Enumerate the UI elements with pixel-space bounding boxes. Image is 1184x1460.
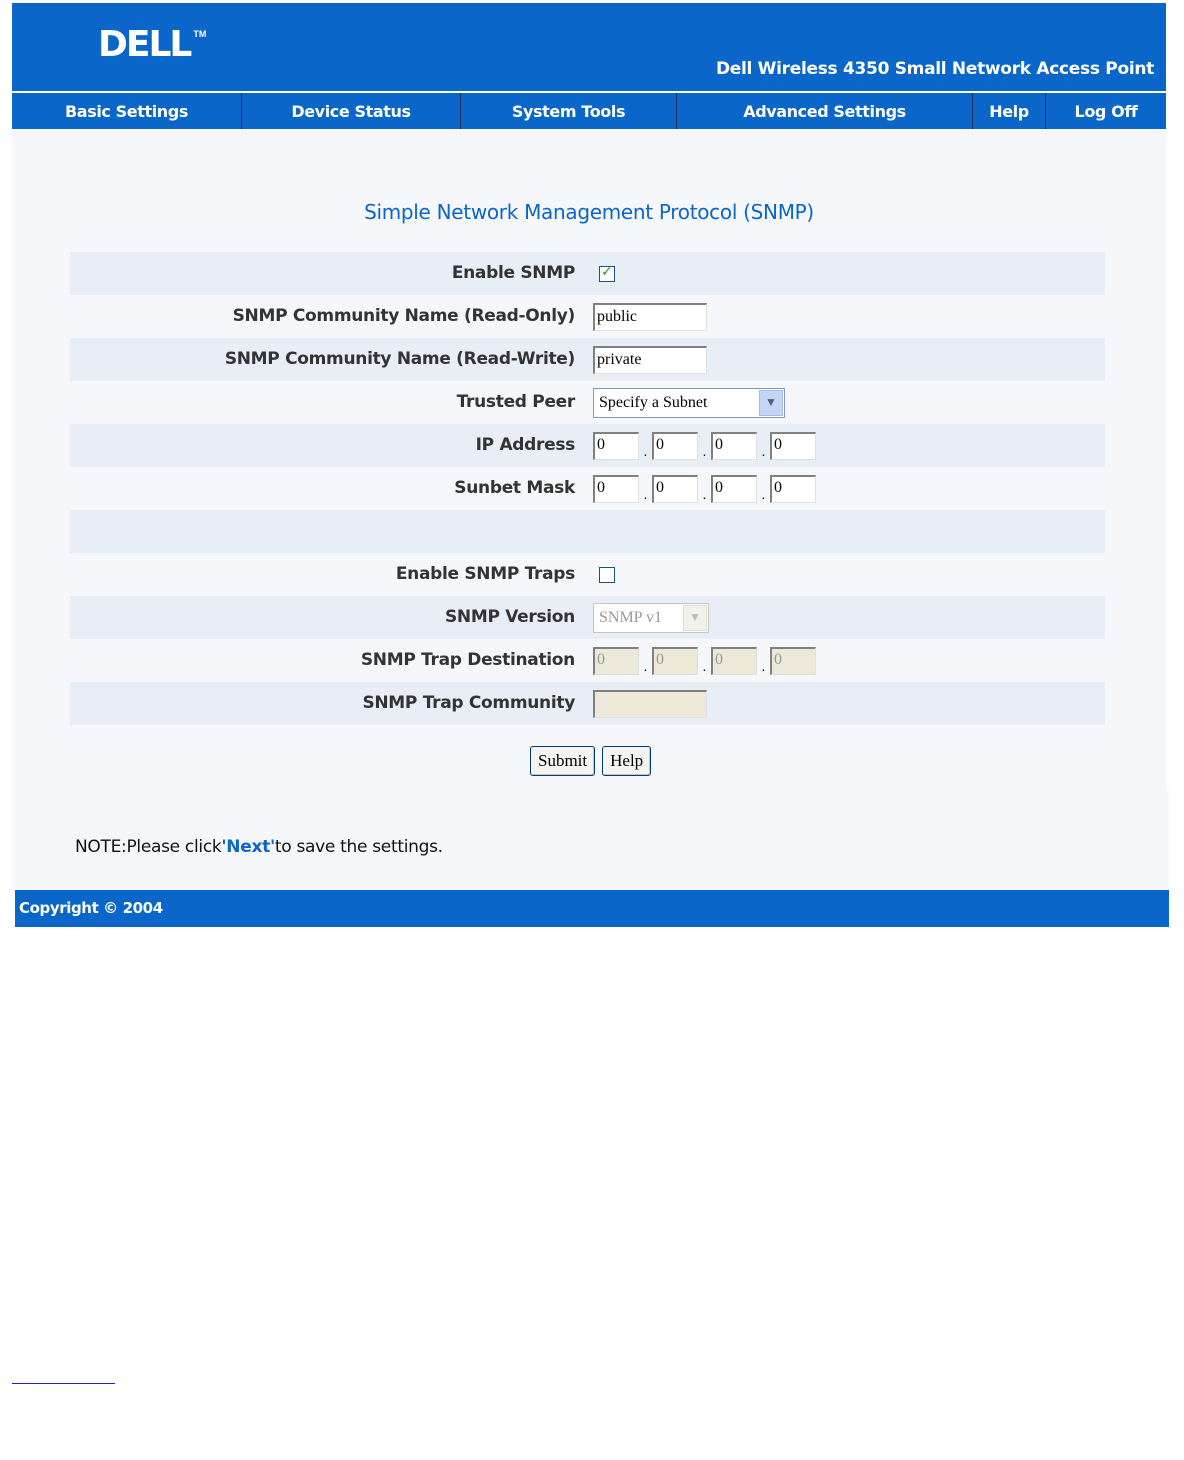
logo-text: DELL	[98, 24, 191, 65]
enable-traps-checkbox[interactable]	[599, 567, 615, 583]
header-banner	[12, 3, 1166, 91]
row-enable-snmp	[70, 252, 1105, 295]
help-button[interactable]: Help	[602, 746, 651, 776]
trusted-peer-value: Specify a Subnet	[599, 393, 708, 411]
content-panel	[12, 129, 1166, 790]
row-enable-traps	[70, 553, 1105, 596]
trap-community-label: SNMP Trap Community	[362, 693, 575, 713]
ip-octet-2[interactable]: 0	[652, 432, 698, 460]
note-suffix: to save the settings.	[274, 837, 443, 857]
ip-address-label: IP Address	[475, 435, 575, 455]
chevron-down-icon[interactable]: ▼	[683, 605, 707, 631]
snmp-version-label: SNMP Version	[444, 607, 575, 627]
nav-basic-settings[interactable]: Basic Settings	[12, 93, 242, 129]
trap-destination-label: SNMP Trap Destination	[360, 650, 575, 670]
nav-device-status[interactable]: Device Status	[242, 93, 461, 129]
octet-separator: .	[761, 442, 766, 459]
enable-traps-label: Enable SNMP Traps	[395, 564, 575, 584]
trusted-peer-select[interactable]	[593, 388, 785, 418]
back-to-top-link[interactable]	[12, 1383, 115, 1384]
subnet-mask-label: Sunbet Mask	[454, 478, 575, 498]
rw-community-label: SNMP Community Name (Read-Write)	[224, 349, 575, 369]
nav-advanced-settings[interactable]: Advanced Settings	[677, 93, 973, 129]
octet-separator: .	[761, 485, 766, 502]
row-trusted-peer	[70, 381, 1105, 424]
logo-trademark: TM	[193, 29, 207, 39]
trap-octet-1[interactable]: 0	[593, 647, 639, 675]
octet-separator: .	[761, 657, 766, 674]
octet-separator: .	[702, 442, 707, 459]
octet-separator: .	[643, 485, 648, 502]
row-trap-community	[70, 682, 1105, 725]
ip-octet-3[interactable]: 0	[711, 432, 757, 460]
snmp-version-value: SNMP v1	[599, 608, 662, 626]
row-snmp-version	[70, 596, 1105, 639]
octet-separator: .	[643, 442, 648, 459]
row-ip-address	[70, 424, 1105, 467]
mask-octet-4[interactable]: 0	[770, 475, 816, 503]
check-icon: ✓	[601, 262, 613, 279]
nav-system-tools[interactable]: System Tools	[461, 93, 677, 129]
note-text	[75, 837, 443, 857]
nav-log-off[interactable]: Log Off	[1074, 101, 1138, 121]
note-next-link: 'Next'	[221, 837, 275, 857]
enable-snmp-label: Enable SNMP	[451, 263, 575, 283]
form-buttons	[530, 746, 651, 776]
mask-octet-1[interactable]: 0	[593, 475, 639, 503]
copyright-text: Copyright © 2004	[19, 899, 163, 917]
dell-logo	[98, 25, 206, 69]
chevron-down-icon[interactable]: ▼	[759, 390, 783, 416]
footer-bar	[15, 890, 1169, 927]
nav-help[interactable]: Help	[973, 93, 1046, 129]
row-trap-destination	[70, 639, 1105, 682]
submit-button[interactable]: Submit	[530, 746, 595, 776]
note-area	[12, 790, 1169, 890]
row-ro-community	[70, 295, 1105, 338]
trap-community-input[interactable]	[593, 690, 707, 718]
trusted-peer-label: Trusted Peer	[456, 392, 575, 412]
snmp-version-select[interactable]	[593, 603, 709, 633]
main-nav	[12, 93, 1166, 129]
enable-snmp-checkbox[interactable]	[599, 262, 615, 282]
octet-separator: .	[643, 657, 648, 674]
ip-octet-1[interactable]: 0	[593, 432, 639, 460]
row-subnet-mask	[70, 467, 1105, 510]
rw-community-input[interactable]: private	[593, 346, 707, 374]
ip-octet-4[interactable]: 0	[770, 432, 816, 460]
mask-octet-3[interactable]: 0	[711, 475, 757, 503]
note-prefix: NOTE:Please click	[75, 837, 222, 857]
row-rw-community	[70, 338, 1105, 381]
trap-octet-3[interactable]: 0	[711, 647, 757, 675]
ro-community-label: SNMP Community Name (Read-Only)	[232, 306, 575, 326]
product-title: Dell Wireless 4350 Small Network Access Point	[715, 59, 1154, 79]
octet-separator: .	[702, 657, 707, 674]
octet-separator: .	[702, 485, 707, 502]
ro-community-input[interactable]: public	[593, 303, 707, 331]
trap-octet-2[interactable]: 0	[652, 647, 698, 675]
page-title: Simple Network Management Protocol (SNMP)	[364, 200, 814, 224]
row-spacer	[70, 510, 1105, 553]
trap-octet-4[interactable]: 0	[770, 647, 816, 675]
mask-octet-2[interactable]: 0	[652, 475, 698, 503]
